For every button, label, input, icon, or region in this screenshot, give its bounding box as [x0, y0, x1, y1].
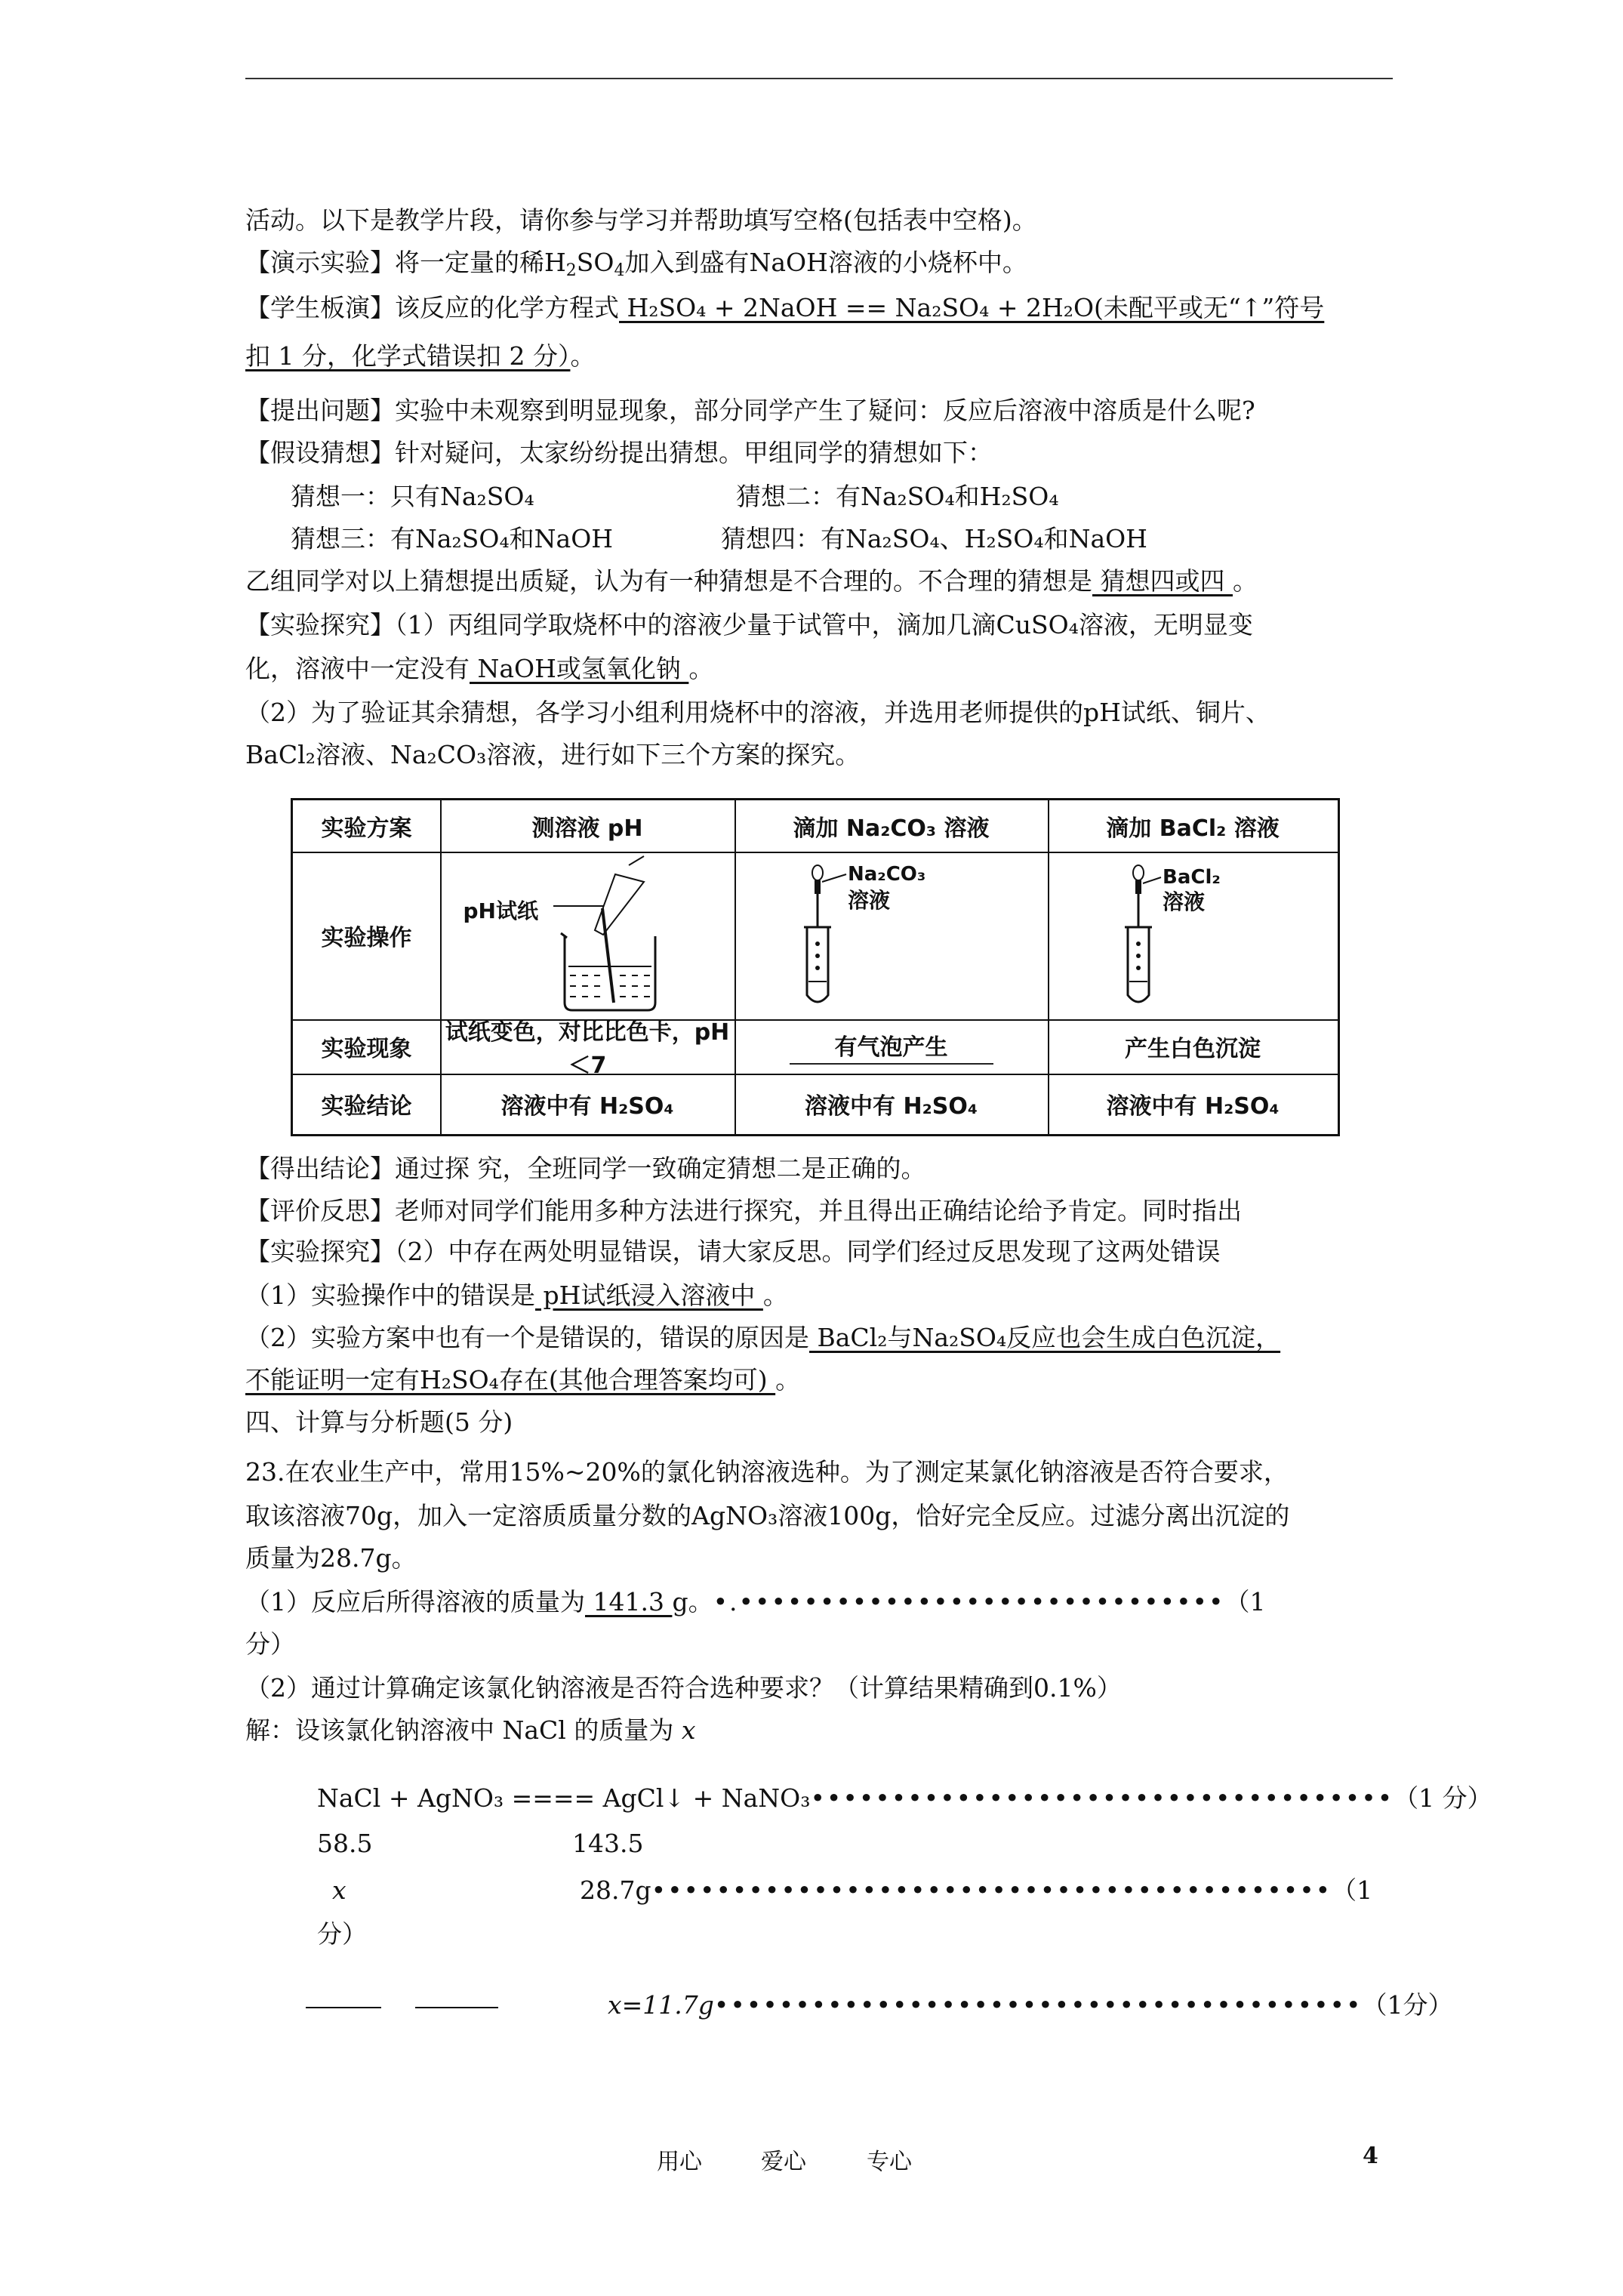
dropper-tube-na2co3: [735, 852, 1048, 1019]
sub1-score-a: （1: [1224, 1587, 1266, 1616]
hyp-1: 猜想一：只有Na₂SO₄: [291, 482, 534, 511]
conclusion-bacl2: 溶液中有 H₂SO₄: [1106, 1093, 1280, 1120]
header-rule: [245, 78, 1393, 79]
footer-a: 用心: [657, 2149, 702, 2175]
row-header-conclusion: 实验结论: [321, 1093, 412, 1120]
explore1-line-1: 【实验探究】（1）丙组同学取烧杯中的溶液少量于试管中，滴加几滴CuSO₄溶液，无明显变: [245, 610, 1253, 639]
x-row-b: [580, 1874, 1372, 1907]
solution-var: x: [681, 1715, 696, 1745]
q23-line-1: 23.在农业生产中，常用15%~20%的氯化钠溶液选种。为了测定某氯化钠溶液是否符合要求，: [245, 1457, 1289, 1487]
row-header-operation: 实验操作: [321, 925, 412, 951]
mass-a: 58.5: [317, 1829, 373, 1858]
hypothesis-intro: 【假设猜想】针对疑问，太家纷纷提出猜想。甲组同学的猜想如下：: [245, 438, 993, 467]
beaker-ph-illustration: [440, 852, 735, 1019]
result-line: [608, 1989, 1452, 2022]
x-row-dots: ••••••••••••••••••••••••••••••••••••••••••: [651, 1875, 1332, 1905]
error2-answer-1: BaCl₂与Na₂SO₄反应也会生成白色沉淀，: [809, 1323, 1281, 1352]
plan-ph: 测溶液 pH: [531, 815, 643, 842]
ph-paper-label: pH试纸: [463, 898, 538, 923]
hyp-2: 猜想二：有Na₂SO₄和H₂SO₄: [736, 482, 1059, 511]
board-answer-1: H₂SO₄ + 2NaOH == Na₂SO₄ + 2H₂O(未配平或无“↑”符号: [619, 293, 1325, 322]
conclusion-ph: 溶液中有 H₂SO₄: [500, 1093, 674, 1120]
board-line-1: [245, 291, 1324, 325]
group-b-line: [245, 565, 1258, 598]
board-label: 【学生板演】: [245, 293, 395, 322]
fraction-bar-2: [415, 2007, 498, 2008]
operation-na2co3-cell: [735, 852, 1048, 1019]
bacl2-label: BaCl₂: [1163, 866, 1221, 889]
sub1-score-b: 分）: [245, 1629, 295, 1659]
operation-bacl2-cell: [1048, 852, 1338, 1019]
board-line-2: [245, 340, 595, 373]
equation-line: [317, 1782, 1492, 1815]
question-line: 【提出问题】实验中未观察到明显现象，部分同学产生了疑问：反应后溶液中溶质是什么呢?: [245, 396, 1255, 425]
group-b-answer: 猜想四或四: [1092, 566, 1233, 596]
explore2-line-2: BaCl₂溶液、Na₂CO₃溶液，进行如下三个方案的探究。: [245, 740, 861, 769]
demo-text-b: SO: [576, 248, 614, 277]
page-number: 4: [1363, 2143, 1378, 2169]
conclusion-na2co3: 溶液中有 H₂SO₄: [805, 1093, 978, 1120]
board-lead: 该反应的化学方程式: [395, 293, 619, 322]
sub1-dots: •.••••••••••••••••••••••••••••••: [713, 1587, 1225, 1616]
error2-tail: 。: [775, 1365, 801, 1395]
error2-pre: （2）实验方案中也有一个是错误的，错误的原因是: [245, 1323, 809, 1352]
error1-line: [245, 1279, 788, 1312]
sub2-line: （2）通过计算确定该氯化钠溶液是否符合选种要求？（计算结果精确到0.1%）: [245, 1673, 1122, 1703]
mass-b: 143.5: [572, 1829, 644, 1858]
error1-pre: （1）实验操作中的错误是: [245, 1281, 535, 1310]
explore2-line-1: （2）为了验证其余猜想，各学习小组利用烧杯中的溶液，并选用老师提供的pH试纸、铜片、: [245, 698, 1270, 727]
x-row-a: x: [332, 1875, 346, 1905]
group-b-tail: 。: [1232, 566, 1258, 596]
na2co3-label: Na₂CO₃: [848, 863, 926, 886]
demo-line: 【演示实验】将一定量的稀$H_2SO_4$加入到盛有NaOH溶液的小烧杯中。: [245, 248, 1027, 280]
equation-score: （1 分）: [1394, 1783, 1492, 1813]
hyp-3: 猜想三：有Na₂SO₄和NaOH: [291, 524, 614, 553]
x-row-score-b: 分）: [317, 1919, 367, 1949]
plan-bacl2: 滴加 BaCl₂ 溶液: [1106, 815, 1280, 842]
fraction-bar-1: [306, 2007, 381, 2008]
equation-dots: ••••••••••••••••••••••••••••••••••••: [810, 1783, 1394, 1813]
demo-text-c: 加入到盛有NaOH溶液的小烧杯中。: [624, 248, 1027, 277]
result-dots: ••••••••••••••••••••••••••••••••••••••••: [713, 1990, 1363, 2020]
sub1-unit: g。: [672, 1587, 713, 1616]
conclusion-line: 【得出结论】通过探 究，全班同学一致确定猜想二是正确的。: [245, 1154, 926, 1183]
dropper-tube-bacl2: [1048, 852, 1338, 1019]
footer-c: 专心: [867, 2149, 912, 2175]
phenomenon-bacl2: 产生白色沉淀: [1125, 1036, 1261, 1062]
row-header-phenomenon: 实验现象: [321, 1036, 412, 1062]
hyp-4: 猜想四：有Na₂SO₄、H₂SO₄和NaOH: [721, 524, 1147, 553]
explore1-tail: 。: [688, 654, 714, 683]
explore1-answer: NaOH或氢氧化钠: [470, 654, 689, 683]
solution-lead: 解：设该氯化钠溶液中 NaCl 的质量为: [245, 1715, 682, 1745]
intro-line: 活动。以下是教学片段，请你参与学习并帮助填写空格(包括表中空格)。: [245, 205, 1037, 235]
section-4-title: 四、计算与分析题(5 分): [245, 1407, 513, 1437]
reflection-line-1: 【评价反思】老师对同学们能用多种方法进行探究，并且得出正确结论给予肯定。同时指出: [245, 1196, 1242, 1225]
phenomenon-na2co3-cell: [735, 1019, 1048, 1074]
result-text: x=11.7g: [608, 1990, 714, 2020]
phenomenon-na2co3: 有气泡产生: [790, 1028, 993, 1065]
board-answer-2: 扣 1 分，化学式错误扣 2 分）: [245, 341, 571, 371]
demo-label: 【演示实验】: [245, 248, 395, 277]
plan-na2co3: 滴加 Na₂CO₃ 溶液: [793, 815, 990, 842]
solution-line: [245, 1714, 695, 1747]
bacl2-solution-label: 溶液: [1163, 889, 1206, 914]
explore1-pre: 化，溶液中一定没有: [245, 654, 470, 683]
error2-answer-2: 不能证明一定有H₂SO₄存在(其他合理答案均可): [245, 1365, 776, 1395]
operation-ph-cell: [440, 852, 735, 1019]
board-tail: 。: [570, 341, 596, 371]
explore1-line-2: [245, 652, 713, 686]
sub1-pre: （1）反应后所得溶液的质量为: [245, 1587, 585, 1616]
x-row-score-a: （1: [1332, 1875, 1373, 1905]
footer-b: 爱心: [761, 2149, 806, 2175]
sub1-answer: 141.3: [585, 1587, 673, 1616]
error2-line-1: [245, 1321, 1280, 1354]
q23-line-3: 质量为28.7g。: [245, 1543, 417, 1573]
experiment-table: [291, 798, 1340, 1136]
error1-tail: 。: [762, 1281, 788, 1310]
reflection-line-2: 【实验探究】（2）中存在两处明显错误，请大家反思。同学们经过反思发现了这两处错误: [245, 1237, 1221, 1266]
group-b-text: 乙组同学对以上猜想提出质疑，认为有一种猜想是不合理的。不合理的猜想是: [245, 566, 1092, 596]
error1-answer: pH试纸浸入溶液中: [535, 1281, 763, 1310]
na2co3-solution-label: 溶液: [848, 888, 891, 913]
q23-line-2: 取该溶液70g，加入一定溶质质量分数的AgNO₃溶液100g，恰好完全反应。过滤分离出沉淀的: [245, 1501, 1290, 1530]
demo-text-a: 将一定量的稀H: [395, 248, 566, 277]
equation-text: NaCl + AgNO₃ ==== AgCl↓ + NaNO₃: [317, 1783, 811, 1813]
row-header-plan: 实验方案: [321, 815, 412, 842]
result-score: （1分）: [1362, 1990, 1453, 2020]
error2-line-2: [245, 1364, 800, 1397]
phenomenon-ph: 试纸变色，对比比色卡，pH＜7: [445, 1019, 730, 1079]
x-row-value: 28.7g: [580, 1875, 651, 1905]
sub1-line: [245, 1586, 1265, 1619]
